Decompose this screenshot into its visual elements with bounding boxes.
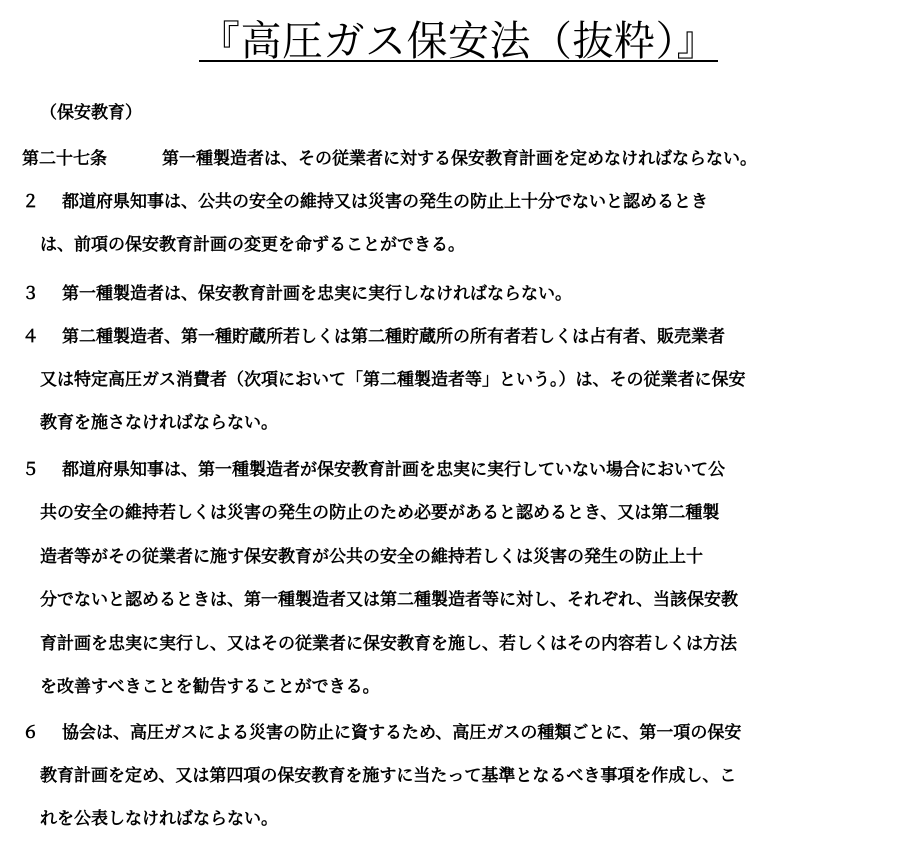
paragraph-6-line-2: 教育計画を定め、又は第四項の保安教育を施すに当たって基準となるべき事項を作成し、こ [40, 766, 737, 786]
paragraph-6-line-1 [22, 720, 741, 746]
paragraph-5-line-6: を改善すべきことを勧告することができる。 [40, 677, 380, 697]
paragraph-5-line-1 [22, 457, 725, 483]
paragraph-number: ２ [22, 192, 39, 212]
paragraph-5-line-3: 造者等がその従業者に施す保安教育が公共の安全の維持若しくは災害の発生の防止上十 [40, 547, 703, 567]
article-line-text: 第一種製造者は、その従業者に対する保安教育計画を定めなければならない。 [162, 149, 757, 169]
document-title-text: 『高圧ガス保安法（抜粋）』 [199, 17, 718, 65]
section-heading: （保安教育） [40, 103, 142, 123]
article-number: 第二十七条 [22, 149, 107, 169]
paragraph-4-line-1 [22, 324, 725, 350]
paragraph-number: ５ [22, 460, 39, 480]
paragraph-4-line-2: 又は特定高圧ガス消費者（次項において「第二種製造者等」という。）は、その従業者に保安 [40, 370, 746, 390]
paragraph-5-line-5: 育計画を忠実に実行し、又はその従業者に保安教育を施し、若しくはその内容若しくは方法 [40, 634, 737, 654]
paragraph-6-line-3: れを公表しなければならない。 [40, 809, 278, 829]
paragraph-2-line-1 [22, 189, 708, 215]
document-title [0, 10, 917, 72]
paragraph-line-text: 都道府県知事は、公共の安全の維持又は災害の発生の防止上十分でないと認めるとき [62, 192, 708, 212]
paragraph-line-text: 協会は、高圧ガスによる災害の防止に資するため、高圧ガスの種類ごとに、第一項の保安 [62, 723, 742, 743]
paragraph-number: ４ [22, 327, 39, 347]
paragraph-5-line-2: 共の安全の維持若しくは災害の発生の防止のため必要があると認めるとき、又は第二種製 [40, 503, 720, 523]
paragraph-2-line-2: は、前項の保安教育計画の変更を命ずることができる。 [40, 235, 465, 255]
paragraph-line-text: 第二種製造者、第一種貯蔵所若しくは第二種貯蔵所の所有者若しくは占有者、販売業者 [62, 327, 725, 347]
paragraph-4-line-3: 教育を施さなければならない。 [40, 413, 278, 433]
paragraph-line-text: 都道府県知事は、第一種製造者が保安教育計画を忠実に実行していない場合において公 [62, 460, 725, 480]
paragraph-5-line-4: 分でないと認めるときは、第一種製造者又は第二種製造者等に対し、それぞれ、当該保安教 [40, 590, 739, 610]
paragraph-number: ３ [22, 284, 39, 304]
paragraph-number: ６ [22, 723, 39, 743]
article-first-line [22, 146, 757, 172]
paragraph-3-line-1 [22, 281, 572, 307]
paragraph-line-text: 第一種製造者は、保安教育計画を忠実に実行しなければならない。 [62, 284, 572, 304]
